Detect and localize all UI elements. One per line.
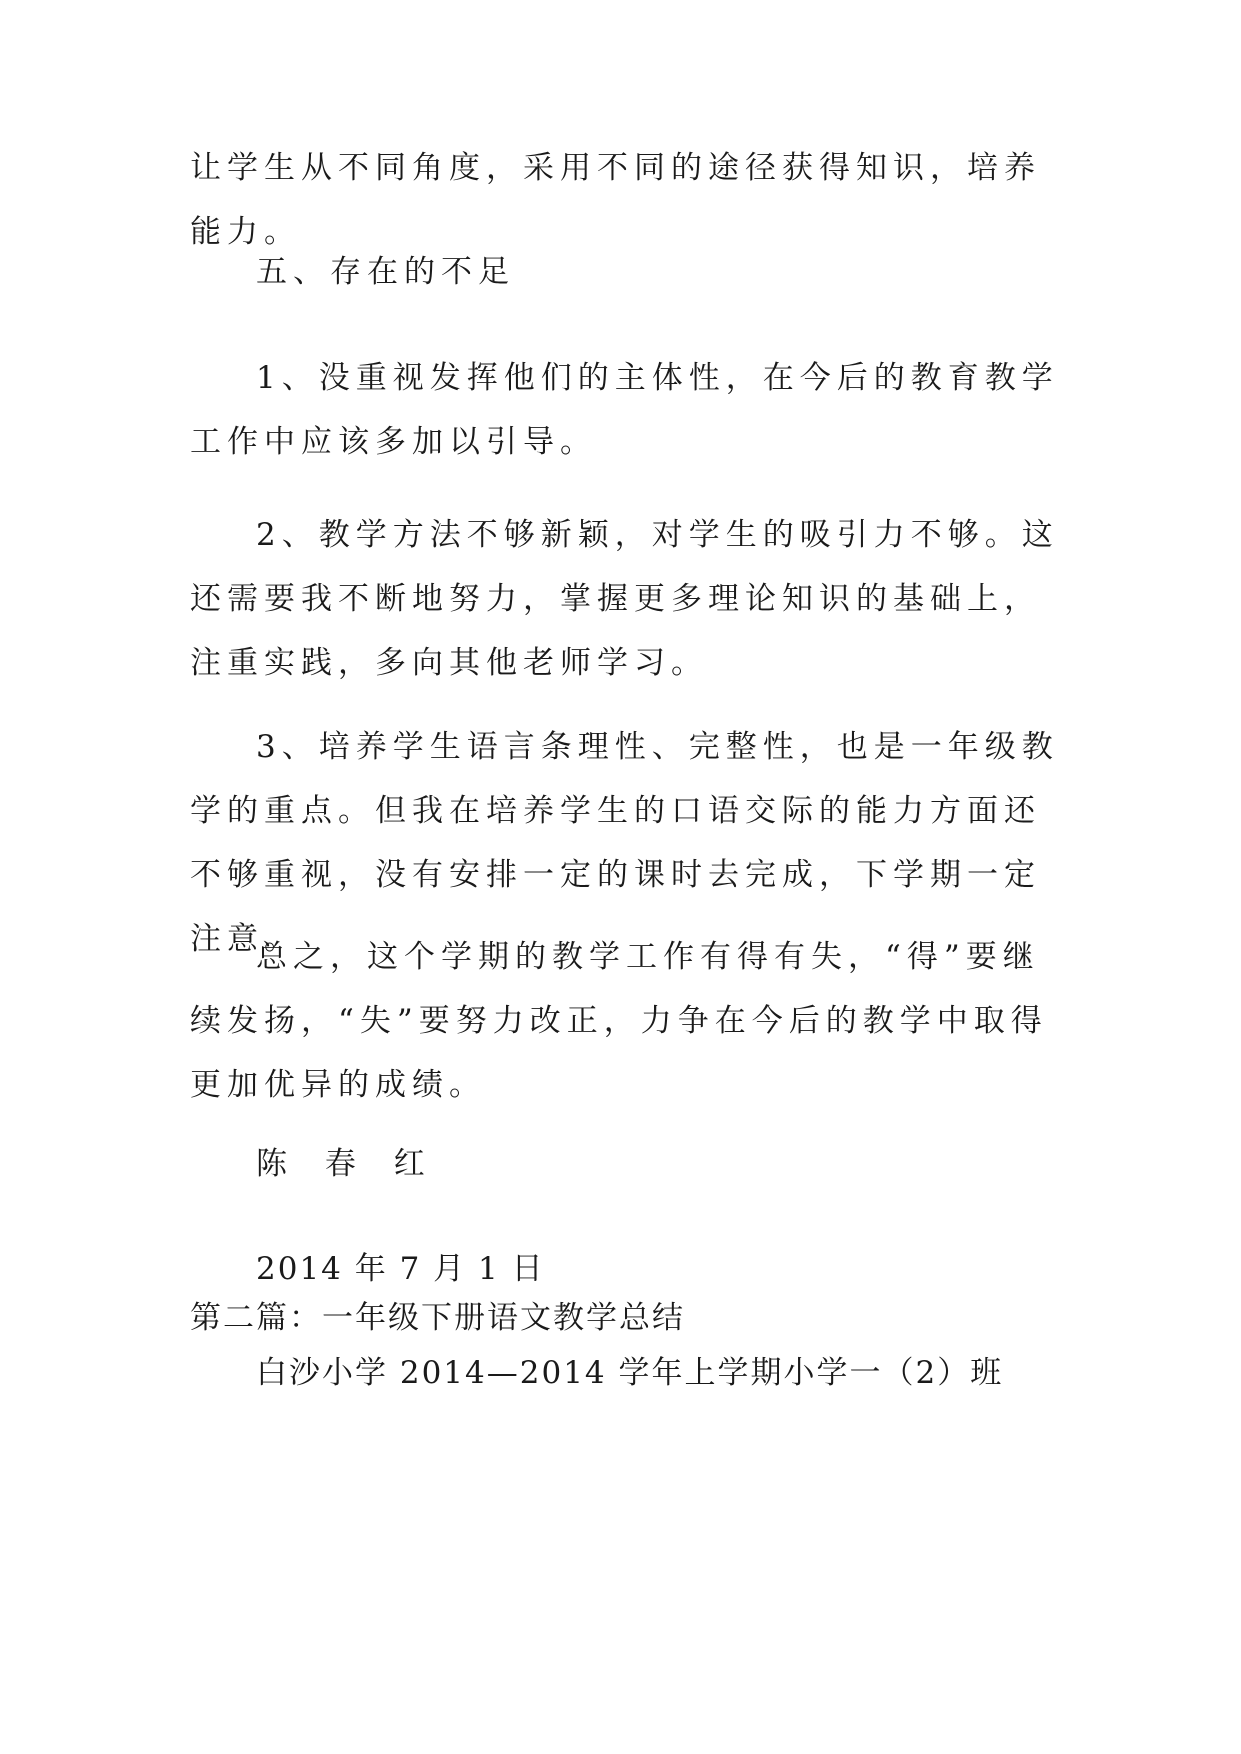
paragraph-continuation: 让学生从不同角度，采用不同的途径获得知识，培养能力。	[190, 150, 1041, 250]
school-term-line: 白沙小学 2014—2014 学年上学期小学一（2）班	[256, 1355, 1004, 1391]
signature-name: 陈 春 红	[256, 1146, 439, 1182]
paragraph-item-2: 2、教学方法不够新颖，对学生的吸引力不够。这还需要我不断地努力，掌握更多理论知识的基础上，注重实践，多向其他老师学习。	[190, 517, 1059, 681]
section-title-part-two: 第二篇：一年级下册语文教学总结	[190, 1300, 685, 1336]
paragraph-item-1: 1、没重视发挥他们的主体性，在今后的教育教学工作中应该多加以引导。	[190, 360, 1059, 460]
section-heading-shortcomings: 五、存在的不足	[256, 254, 515, 290]
paragraph-item-3: 3、培养学生语言条理性、完整性，也是一年级教学的重点。但我在培养学生的口语交际的能力方面还不够重视，没有安排一定的课时去完成，下学期一定注意。	[190, 729, 1059, 957]
paragraph-conclusion: 总之，这个学期的教学工作有得有失，“得”要继续发扬，“失”要努力改正，力争在今后的教学中取得更加优异的成绩。	[190, 939, 1048, 1103]
signature-date: 2014 年 7 月 1 日	[256, 1251, 545, 1287]
